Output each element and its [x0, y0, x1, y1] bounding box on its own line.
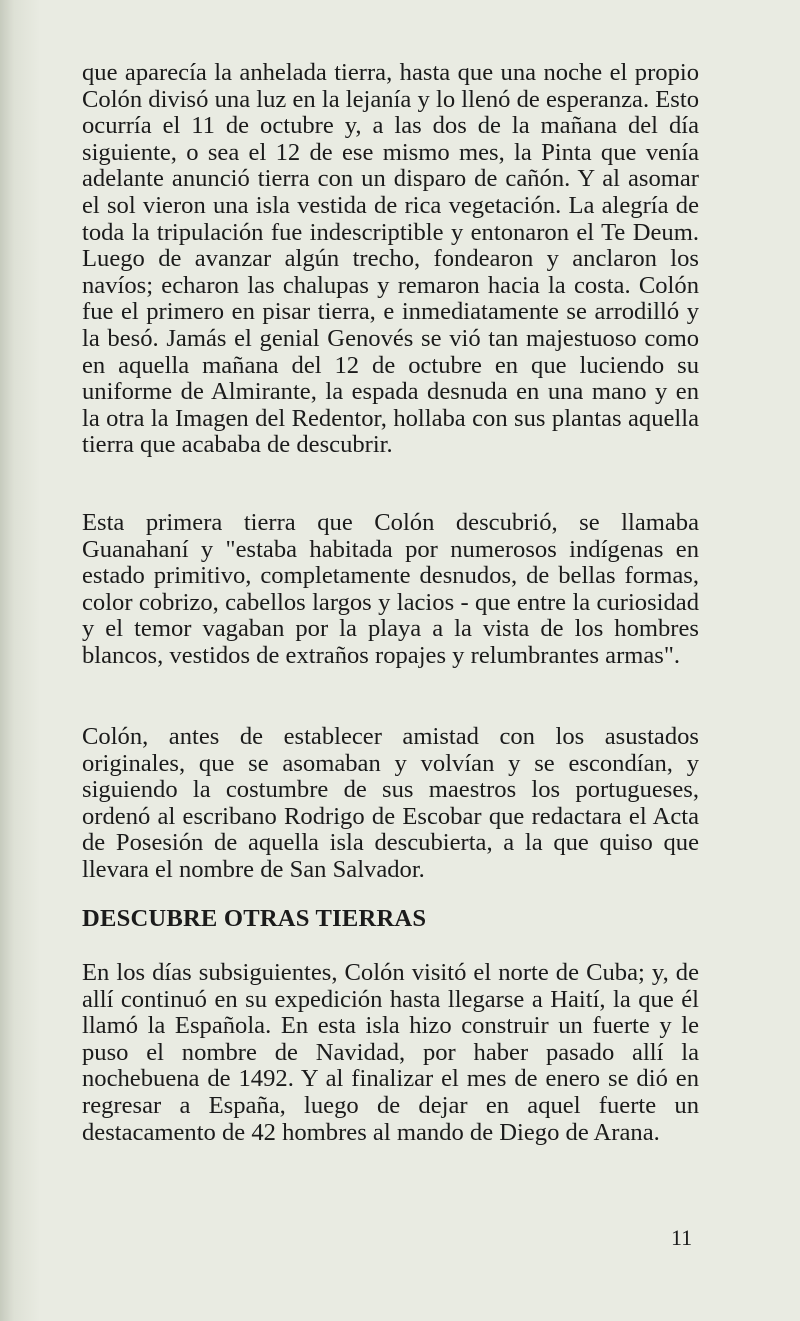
paragraph-other-lands: En los días subsiguientes, Colón visitó el norte de Cuba; y, de allí continuó en su expedición hasta llegarse a Haití, la que él llamó la Española. En esta isla hizo construir un fuerte y le puso el nombre de Navidad, por haber pasado allí la nochebuena de 1492. Y al finalizar el mes de enero se dió en regresar a España, luego de dejar en aquel fuerte un destacamento de 42 hombres al mando de Diego de Arana. [82, 959, 699, 1146]
paragraph-san-salvador: Colón, antes de establecer amistad con los asustados originales, que se asomaban y volvían y se escondían, y siguiendo la costumbre de sus maestros los portugueses, ordenó al escribano Rodrigo de Escobar que redactara el Acta de Posesión de aquella isla descubierta, a la que quiso que llevara el nombre de San Salvador. [82, 723, 699, 883]
paragraph-discovery-land: que aparecía la anhelada tierra, hasta que una noche el propio Colón divisó una luz en la lejanía y lo llenó de esperanza. Esto ocurría el 11 de octubre y, a las dos de la mañana del día siguiente, o sea el 12 de ese mismo mes, la Pinta que venía adelante anunció tierra con un disparo de cañón. Y al asomar el sol vieron una isla vestida de rica vegetación. La alegría de toda la tripulación fue indescriptible y entonaron el Te Deum. Luego de avanzar algún trecho, fondearon y anclaron los navíos; echaron las chalupas y remaron hacia la costa. Colón fue el primero en pisar tierra, e inmediatamente se arrodilló y la besó. Jamás el genial Genovés se vió tan majestuoso como en aquella mañana del 12 de octubre en que luciendo su uniforme de Almirante, la espada desnuda en una mano y en la otra la Imagen del Redentor, hollaba con sus plantas aquella tierra que acababa de descubrir. [82, 59, 699, 459]
section-heading: DESCUBRE OTRAS TIERRAS [82, 905, 427, 932]
page-number: 11 [671, 1225, 693, 1250]
paragraph-guanahani: Esta primera tierra que Colón descubrió, se llamaba Guanahaní y "estaba habitada por numerosos indígenas en estado primitivo, completamente desnudos, de bellas formas, color cobrizo, cabellos largos y lacios - que entre la curiosidad y el temor vagaban por la playa a la vista de los hombres blancos, vestidos de extraños ropajes y relumbrantes armas". [82, 509, 699, 669]
